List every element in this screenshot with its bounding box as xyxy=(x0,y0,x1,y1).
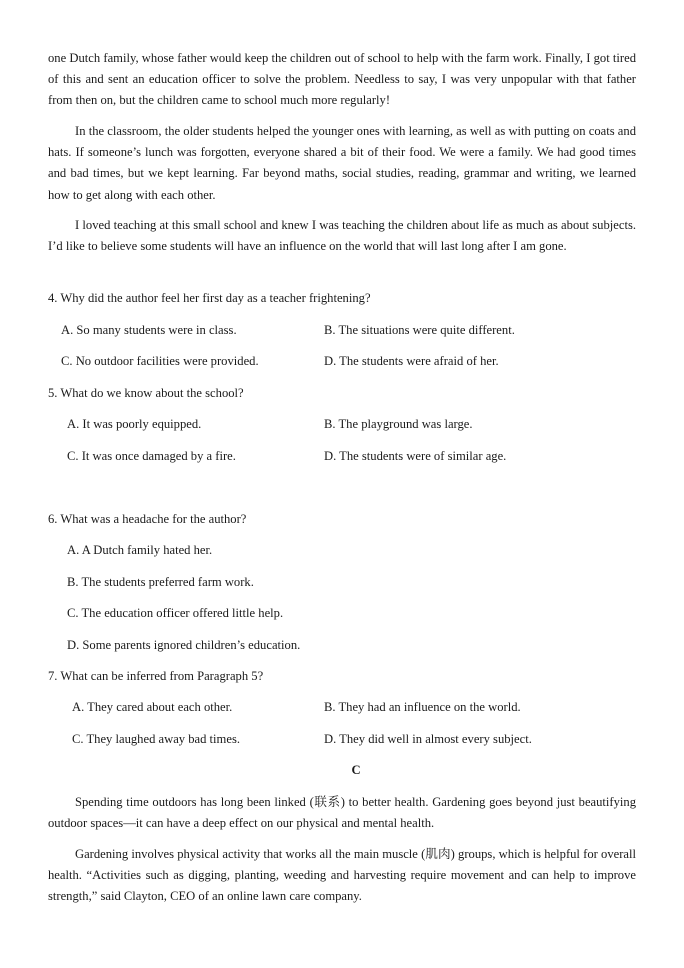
question-6-option-d: D. Some parents ignored children’s education. xyxy=(67,638,301,652)
passage-b-paragraph-6: I loved teaching at this small school and knew I was teaching the children about life as much as about subjects. I’d like to believe some students will have an influence on the world that will last long after I am gone. xyxy=(48,218,636,254)
question-6-option-b: B. The students preferred farm work. xyxy=(67,575,254,589)
question-7-option-b: B. They had an influence on the world. xyxy=(324,700,521,714)
question-7-option-c: C. They laughed away bad times. xyxy=(72,732,240,746)
question-7-option-a: A. They cared about each other. xyxy=(72,700,233,714)
question-5-option-d: D. The students were of similar age. xyxy=(324,449,507,463)
question-6-stem: 6. What was a headache for the author? xyxy=(48,512,247,526)
section-c-heading: C xyxy=(351,763,361,777)
passage-b-paragraph-continued: one Dutch family, whose father would keep the children out of school to help with the farm work. Finally, I got tired of this and sent an education officer to solve the problem. Needless to say, I was very unpopular with that father from then on, but the children came to school much more regularly! xyxy=(48,51,636,108)
question-5-stem: 5. What do we know about the school? xyxy=(48,386,244,400)
question-5-option-c: C. It was once damaged by a fire. xyxy=(67,449,236,463)
question-6-option-a: A. A Dutch family hated her. xyxy=(67,543,213,557)
section-c-paragraph-2: Gardening involves physical activity that works all the main muscle (肌肉) groups, which is helpful for overall health. “Activities such as digging, planting, weeding and harvesting require movement and can help to improve strength,” said Clayton, CEO of an online lawn care company. xyxy=(48,847,636,904)
question-5-option-b: B. The playground was large. xyxy=(324,417,473,431)
question-4-option-b: B. The situations were quite different. xyxy=(324,323,515,337)
question-4-option-d: D. The students were afraid of her. xyxy=(324,354,499,368)
question-6-option-c: C. The education officer offered little help. xyxy=(67,606,284,620)
question-4-stem: 4. Why did the author feel her first day as a teacher frightening? xyxy=(48,291,371,305)
question-4-option-a: A. So many students were in class. xyxy=(61,323,237,337)
question-7-option-d: D. They did well in almost every subject. xyxy=(324,732,532,746)
passage-b-paragraph-5: In the classroom, the older students helped the younger ones with learning, as well as with putting on coats and hats. If someone’s lunch was forgotten, everyone shared a bit of their food. We were a family. We had good times and bad times, but we kept learning. Far beyond maths, social studies, reading, grammar and writing, we learned how to get along with each other. xyxy=(48,124,636,202)
section-c-paragraph-1: Spending time outdoors has long been linked (联系) to better health. Gardening goes beyond just beautifying outdoor spaces—it can have a deep effect on our physical and mental health. xyxy=(48,795,636,831)
question-4-option-c: C. No outdoor facilities were provided. xyxy=(61,354,259,368)
question-7-stem: 7. What can be inferred from Paragraph 5? xyxy=(48,669,264,683)
question-5-option-a: A. It was poorly equipped. xyxy=(67,417,202,431)
